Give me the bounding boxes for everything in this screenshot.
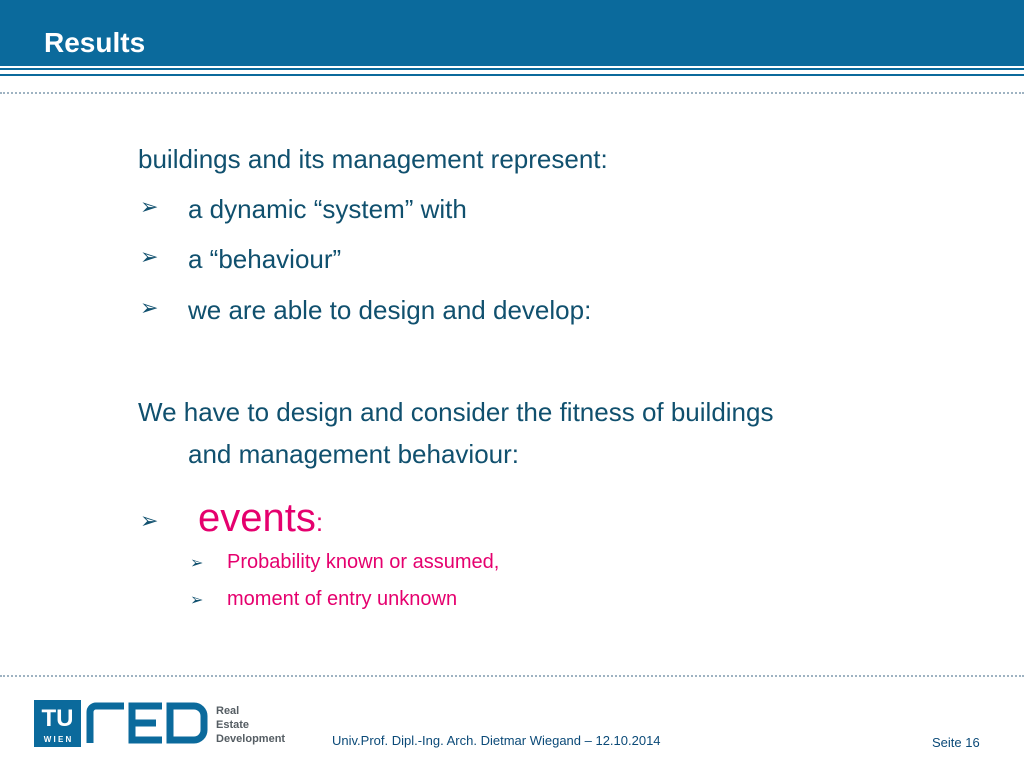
logo-estate-text: Estate bbox=[216, 719, 250, 731]
arrow-bullet-icon: ➢ bbox=[190, 555, 204, 572]
arrow-bullet-icon: ➢ bbox=[140, 295, 159, 320]
arrow-bullet-icon: ➢ bbox=[140, 244, 159, 269]
footer-author: Univ.Prof. Dipl.-Ing. Arch. Dietmar Wiegand – 12.10.2014 bbox=[332, 733, 661, 748]
footer-dotted-divider bbox=[0, 675, 1024, 677]
events-colon: : bbox=[315, 507, 324, 537]
intro-text: buildings and its management represent: bbox=[138, 144, 608, 174]
header-rule-2 bbox=[0, 74, 1024, 76]
header-dotted-divider bbox=[0, 92, 1024, 94]
bullet-item: a dynamic “system” with bbox=[188, 194, 467, 224]
sub-bullet-item: moment of entry unknown bbox=[227, 588, 458, 610]
bullet-item: a “behaviour” bbox=[188, 244, 342, 274]
tu-wien-red-logo bbox=[34, 700, 294, 755]
logo-development-text: Development bbox=[216, 733, 286, 745]
arrow-bullet-icon: ➢ bbox=[140, 508, 159, 533]
events-heading bbox=[198, 494, 323, 546]
arrow-bullet-icon: ➢ bbox=[140, 194, 159, 219]
logo-graphic bbox=[34, 700, 294, 750]
page-number: Seite 16 bbox=[932, 735, 980, 750]
paragraph-line-1: We have to design and consider the fitness of buildings bbox=[138, 397, 774, 427]
slide-title: Results bbox=[44, 27, 146, 58]
arrow-bullet-icon: ➢ bbox=[190, 592, 204, 609]
header-rule bbox=[0, 68, 1024, 70]
sub-bullet-item: Probability known or assumed, bbox=[227, 551, 500, 573]
bullet-item: we are able to design and develop: bbox=[188, 295, 592, 325]
logo-wien-text: W I E N bbox=[43, 735, 72, 744]
paragraph-line-2: and management behaviour: bbox=[188, 439, 520, 469]
logo-real-text: Real bbox=[216, 705, 240, 717]
events-label: events bbox=[198, 496, 316, 540]
header-bar bbox=[0, 0, 1024, 66]
logo-tu-text: TU bbox=[41, 705, 74, 732]
